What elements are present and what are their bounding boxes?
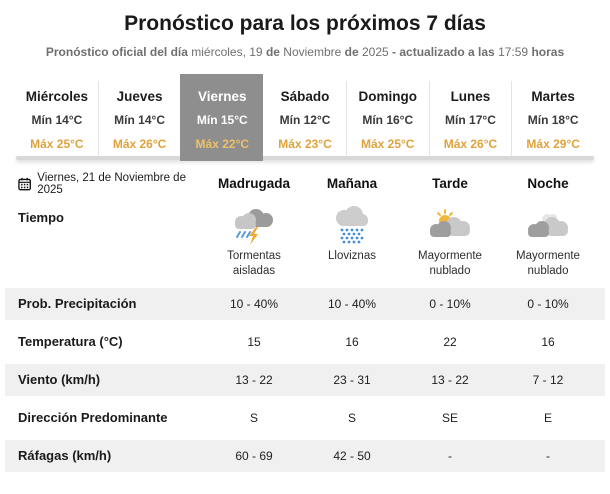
subtitle-part: de <box>265 45 284 59</box>
weather-conditions-row <box>5 198 605 288</box>
cell-value: 0 - 10% <box>527 296 569 311</box>
cell-value: 16 <box>541 334 555 349</box>
storm-icon <box>227 206 281 246</box>
day-max-temp: Máx 22°C <box>195 136 250 151</box>
page-title: Pronóstico para los próximos 7 días <box>124 12 486 35</box>
day-min-temp: Mín 14°C <box>31 112 83 127</box>
cell-value: 15 <box>247 334 261 349</box>
cell-value: 13 - 22 <box>431 372 469 387</box>
day-min-temp: Mín 16°C <box>362 112 414 127</box>
day-card-jueves[interactable] <box>98 81 181 156</box>
day-min-temp: Mín 14°C <box>114 112 165 127</box>
condition-label: Tormentas aisladas <box>227 249 281 278</box>
day-max-temp: Máx 26°C <box>112 136 167 151</box>
cell-value: 13 - 22 <box>235 372 273 387</box>
table-row-direction <box>5 402 605 434</box>
day-name: Jueves <box>116 88 163 104</box>
day-max-temp: Máx 25°C <box>360 136 415 151</box>
condition-noche <box>499 206 597 280</box>
day-name: Lunes <box>450 88 491 104</box>
day-name: Sábado <box>280 88 330 104</box>
calendar-icon <box>18 177 31 191</box>
row-label: Viento (km/h) <box>18 372 101 388</box>
row-label-tiempo: Tiempo <box>18 209 64 225</box>
column-header-noche: Noche <box>527 176 569 192</box>
cell-value: 16 <box>345 334 359 349</box>
mostly-cloudy-night-icon <box>521 206 575 246</box>
day-name: Viernes <box>198 88 247 104</box>
cell-value: SE <box>441 410 458 425</box>
row-label: Dirección Predominante <box>18 410 168 426</box>
cell-value: S <box>249 410 258 425</box>
page-subtitle <box>18 45 592 61</box>
cell-value: 10 - 40% <box>327 296 377 311</box>
day-min-temp: Mín 12°C <box>279 112 331 127</box>
cell-value: - <box>546 448 550 463</box>
subtitle-part: horas <box>531 45 565 59</box>
week-day-selector <box>16 81 594 156</box>
day-name: Miércoles <box>25 88 88 104</box>
day-card-martes[interactable] <box>511 81 594 156</box>
row-label: Temperatura (°C) <box>18 334 123 350</box>
day-card-domingo[interactable] <box>346 81 429 156</box>
subtitle-part: 2025 <box>361 45 393 59</box>
week-scrollbar[interactable] <box>16 156 594 160</box>
day-card-viernes[interactable] <box>180 74 263 161</box>
row-label: Prob. Precipitación <box>18 296 137 312</box>
condition-madrugada <box>205 206 303 280</box>
column-header-madrugada: Madrugada <box>217 176 290 192</box>
day-min-temp: Mín 18°C <box>527 112 579 127</box>
detail-header-row <box>5 170 605 198</box>
table-row-precipitation <box>5 288 605 320</box>
drizzle-icon <box>325 206 379 246</box>
cell-value: 60 - 69 <box>235 448 273 463</box>
subtitle-part: Pronóstico oficial del día <box>45 45 192 59</box>
day-card-miercoles[interactable] <box>16 81 98 156</box>
column-header-tarde: Tarde <box>432 176 468 192</box>
row-label: Ráfagas (km/h) <box>18 448 112 464</box>
cell-value: 23 - 31 <box>333 372 371 387</box>
table-row-temperature <box>5 326 605 358</box>
column-header-manana: Mañana <box>326 176 378 192</box>
condition-label: Mayormente nublado <box>418 249 482 278</box>
subtitle-part: miércoles, 19 <box>191 45 266 59</box>
subtitle-part: Noviembre <box>283 45 345 59</box>
cell-value: - <box>448 448 452 463</box>
mostly-cloudy-day-icon <box>423 206 477 246</box>
day-name: Martes <box>531 88 575 104</box>
table-row-wind <box>5 364 605 396</box>
cell-value: 22 <box>443 334 457 349</box>
cell-value: 0 - 10% <box>429 296 471 311</box>
day-max-temp: Máx 25°C <box>30 136 84 151</box>
condition-manana <box>303 206 401 265</box>
subtitle-part: - actualizado a las <box>392 45 499 59</box>
day-max-temp: Máx 29°C <box>526 136 580 151</box>
day-card-lunes[interactable] <box>429 81 512 156</box>
detail-date-label: Viernes, 21 de Noviembre de 2025 <box>37 171 186 196</box>
day-min-temp: Mín 15°C <box>196 112 248 127</box>
day-min-temp: Mín 17°C <box>445 112 496 127</box>
day-name: Domingo <box>358 88 417 104</box>
day-max-temp: Máx 26°C <box>443 136 498 151</box>
cell-value: E <box>543 410 552 425</box>
cell-value: 10 - 40% <box>229 296 279 311</box>
subtitle-part: 17:59 <box>498 45 532 59</box>
table-row-gusts <box>5 440 605 472</box>
condition-tarde <box>401 206 499 280</box>
day-max-temp: Máx 23°C <box>278 136 332 151</box>
condition-label: Mayormente nublado <box>516 249 580 278</box>
day-card-sabado[interactable] <box>263 81 346 156</box>
detail-date <box>18 172 205 196</box>
day-detail-table <box>0 170 610 472</box>
subtitle-part: de <box>344 45 362 59</box>
condition-label: Lloviznas <box>328 249 376 262</box>
cell-value: S <box>347 410 356 425</box>
cell-value: 7 - 12 <box>532 372 564 387</box>
cell-value: 42 - 50 <box>333 448 371 463</box>
